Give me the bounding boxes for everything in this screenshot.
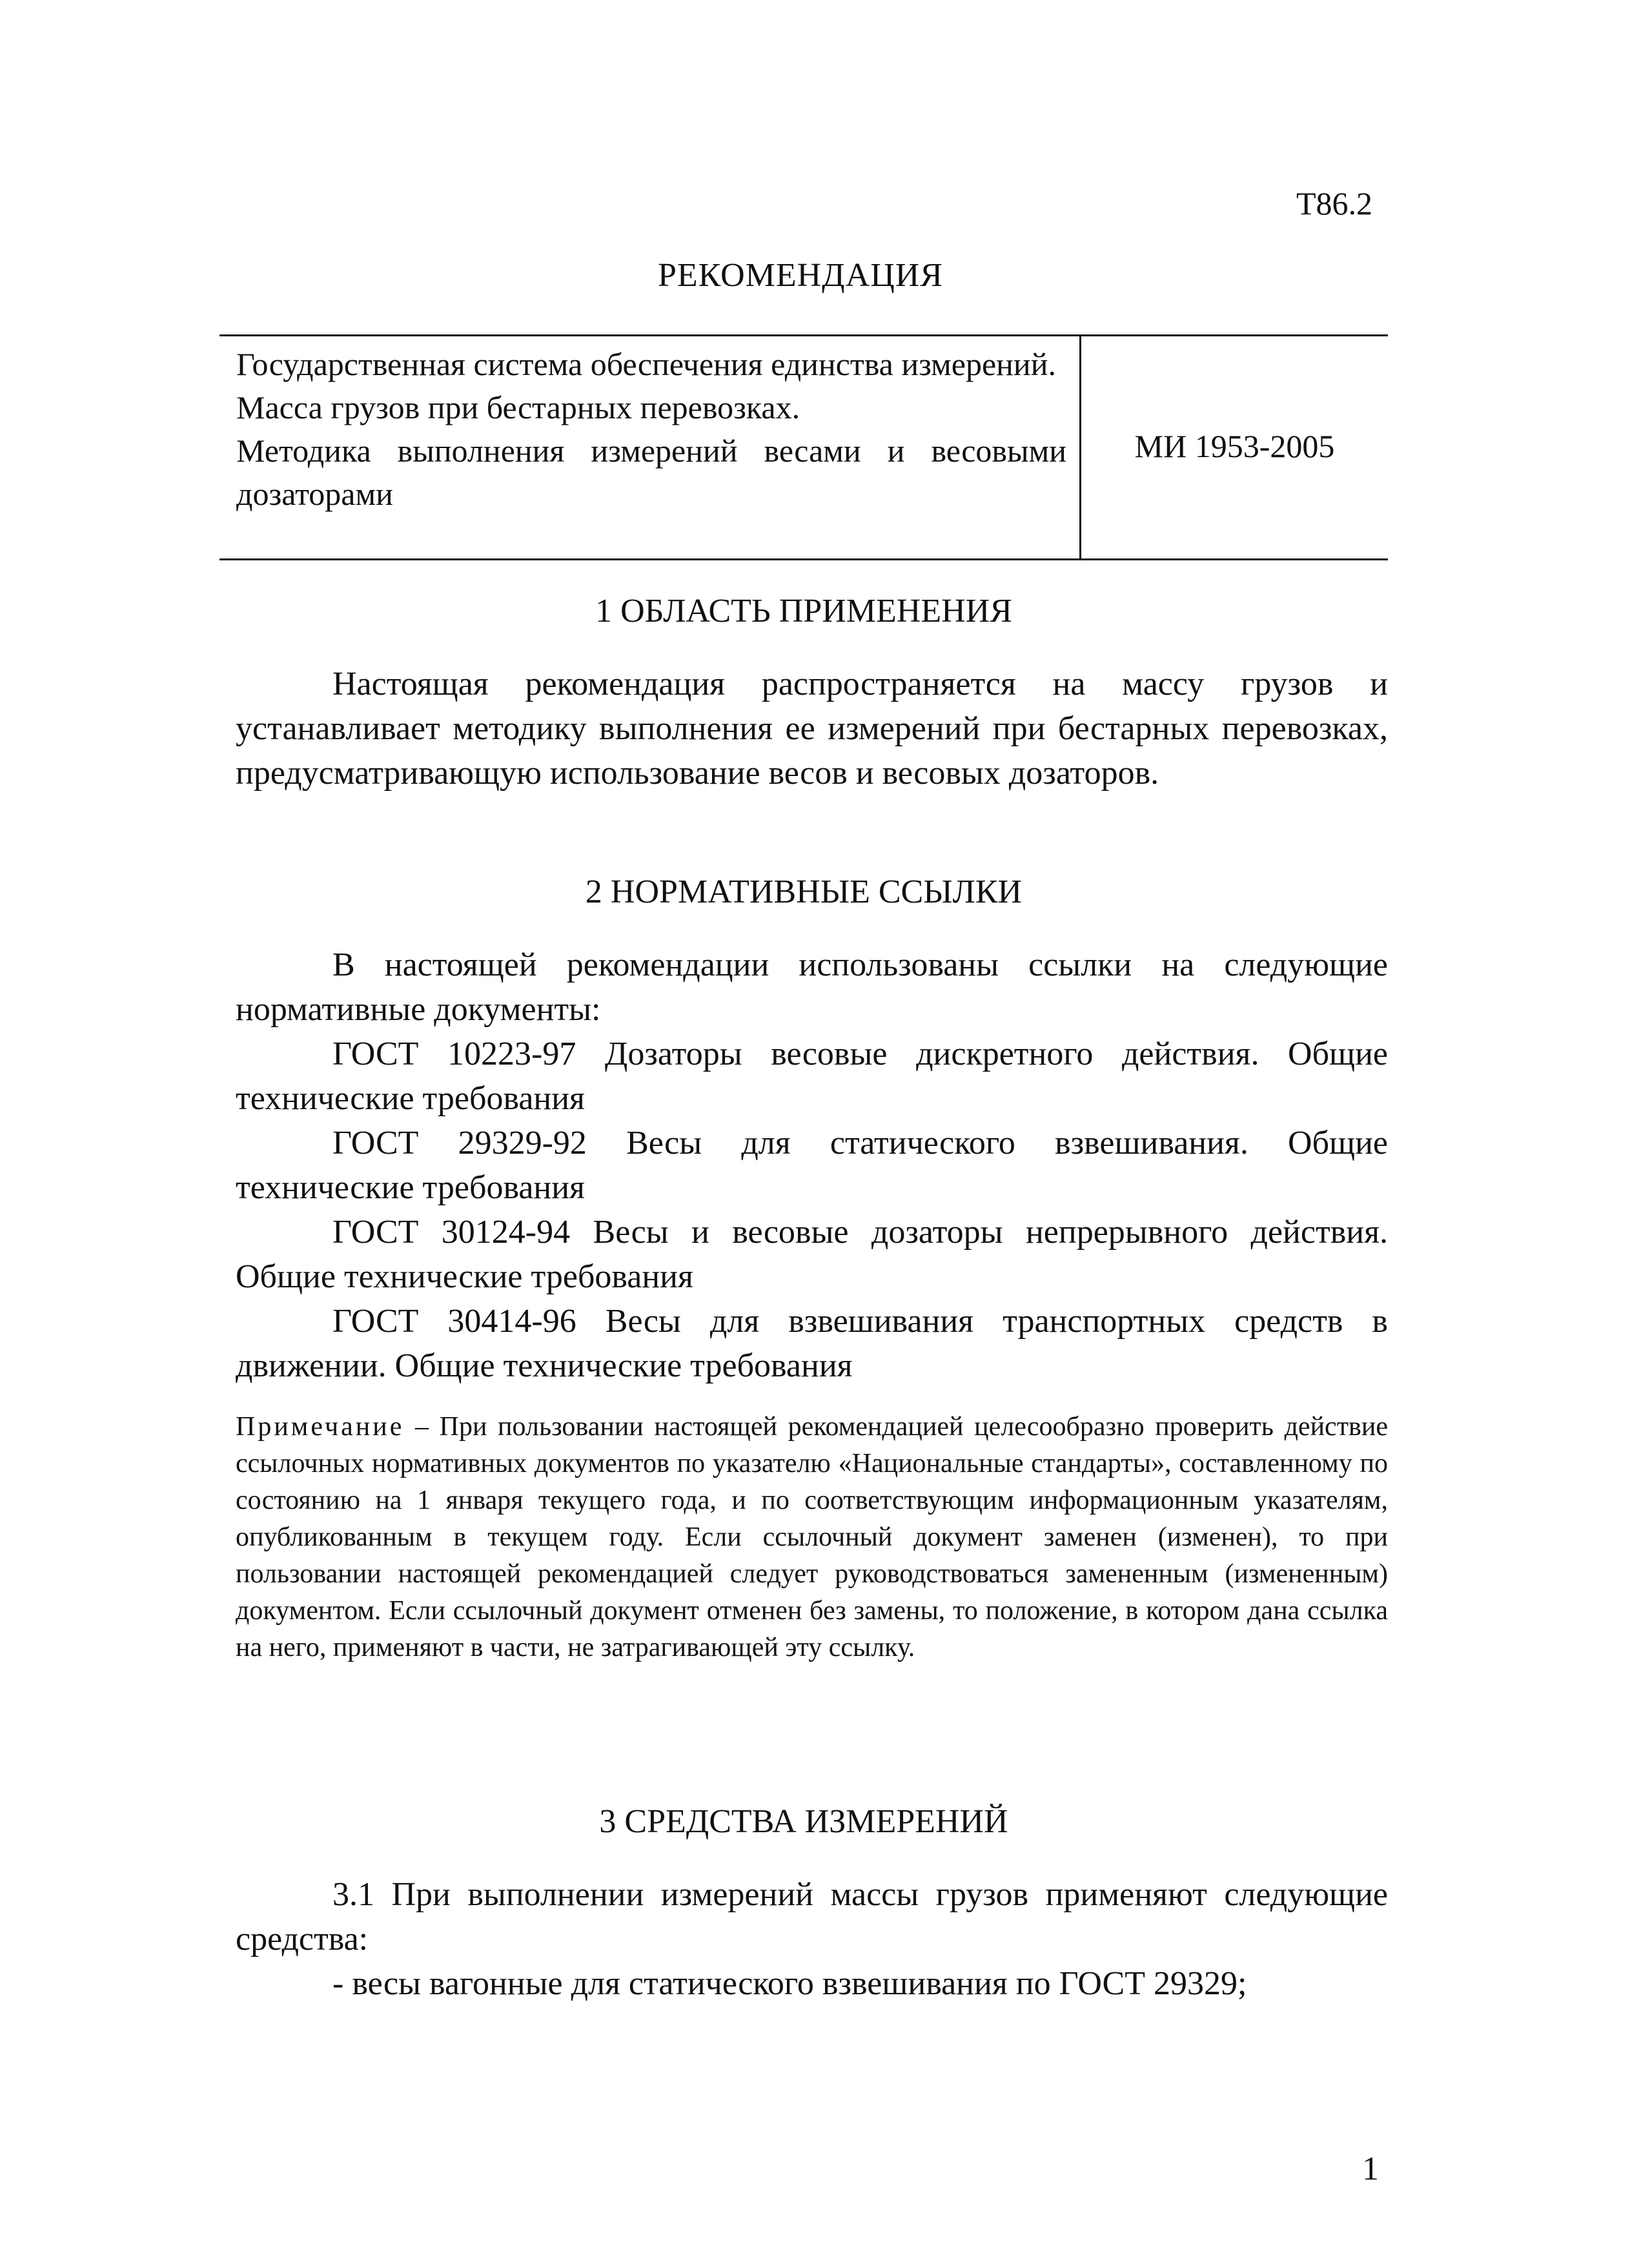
section-3-paragraph-1: 3.1 При выполнении измерений массы грузов применяют следующие средства: bbox=[236, 1876, 1388, 1957]
section-3-body bbox=[236, 1872, 1388, 2006]
header-table bbox=[219, 334, 1388, 560]
section-1-paragraph bbox=[236, 662, 1388, 795]
header-line-2: Масса грузов при бестарных перевозках. bbox=[236, 389, 800, 425]
header-line-3: Методика выполнения измерений весами и весовыми дозаторами bbox=[236, 433, 1066, 512]
note-text: – При пользовании настоящей рекомендацией целесообразно проверить действие ссылочных нормативных документов по указателю «Национальные стандарты», составленному по состоянию на 1 января текущего года, и по соответствующим информационным указателям, опубликованным в текущем году. Если ссылочный документ заменен (изменен), то при пользовании настоящей рекомендацией следует руководствоваться замененным (измененным) документом. Если ссылочный документ отменен без замены, то положение, в котором дана ссылка на него, применяют в части, не затрагивающей эту ссылку. bbox=[236, 1412, 1388, 1662]
reference-item: ГОСТ 30414-96 Весы для взвешивания транспортных средств в движении. Общие технические требования bbox=[236, 1303, 1388, 1384]
document-number: МИ 1953-2005 bbox=[1134, 428, 1335, 464]
reference-item: ГОСТ 10223-97 Дозаторы весовые дискретного действия. Общие технические требования bbox=[236, 1036, 1388, 1117]
page-number: 1 bbox=[1362, 2151, 1379, 2187]
reference-item: ГОСТ 30124-94 Весы и весовые дозаторы непрерывного действия. Общие технические требования bbox=[236, 1214, 1388, 1295]
document-number-cell bbox=[1081, 336, 1388, 558]
section-3-list-item: - весы вагонные для статического взвешивания по ГОСТ 29329; bbox=[332, 1965, 1247, 2002]
header-table-title-cell bbox=[219, 336, 1081, 558]
document-title: РЕКОМЕНДАЦИЯ bbox=[658, 257, 943, 294]
section-2-heading: 2 НОРМАТИВНЫЕ ССЫЛКИ bbox=[585, 873, 1023, 910]
section-3-heading: 3 СРЕДСТВА ИЗМЕРЕНИЙ bbox=[599, 1803, 1008, 1840]
note-label: Примечание bbox=[236, 1412, 405, 1442]
section-2-body bbox=[236, 943, 1388, 1388]
references-note bbox=[236, 1409, 1388, 1666]
section-1-heading: 1 ОБЛАСТЬ ПРИМЕНЕНИЯ bbox=[595, 593, 1012, 629]
document-code: Т86.2 bbox=[1296, 185, 1372, 221]
header-line-1: Государственная система обеспечения единства измерений. bbox=[236, 346, 1056, 382]
reference-item: ГОСТ 29329-92 Весы для статического взвешивания. Общие технические требования bbox=[236, 1125, 1388, 1206]
section-1-text: Настоящая рекомендация распространяется на массу грузов и устанавливает методику выполнения ее измерений при бестарных перевозках, предусматривающую использование весов и весовых дозаторов. bbox=[236, 666, 1388, 792]
section-2-intro: В настоящей рекомендации использованы ссылки на следующие нормативные документы: bbox=[236, 946, 1388, 1028]
